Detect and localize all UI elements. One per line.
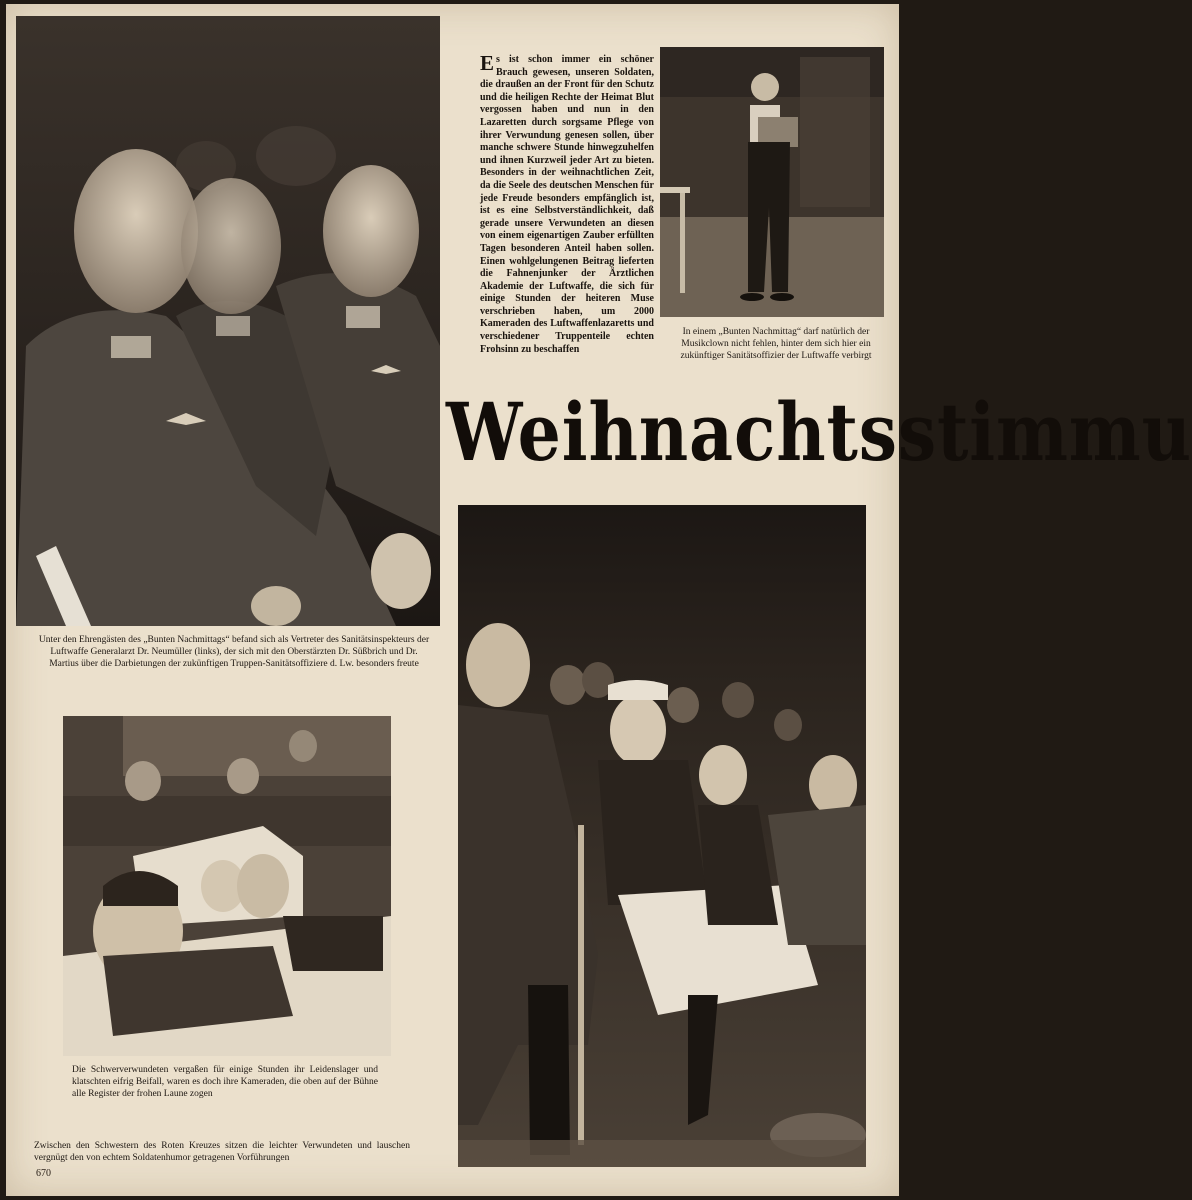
caption-nurses: Zwischen den Schwestern des Roten Kreuzes sitzen die leichter Verwundeten und lauschen vergnügt den von echtem Soldatenhumor getragenen Vorführungen xyxy=(34,1141,410,1163)
caption-officers: Unter den Ehrengästen des „Bunten Nachmittags“ befand sich als Vertreter des Sanitätsinspekteurs der Luftwaffe Generalarzt Dr. Neumüller (links), der sich mit den Oberstärzten Dr. Süßbrich und Dr. Martius über die Darbietungen der zukünftigen Truppen-Sanitätsoffiziere d. Lw. besonders freute xyxy=(38,635,430,669)
page-number: 670 xyxy=(36,1168,51,1179)
photo-wounded xyxy=(63,716,391,1056)
caption-clown: In einem „Bunten Nachmittag“ darf natürlich der Musikclown nicht fehlen, hinter dem sich hier ein zukünftiger Sanitätsoffizier der Luftwaffe verbirgt xyxy=(680,327,872,361)
photo-music-clown xyxy=(660,47,884,317)
article-text: s ist schon immer ein schöner Brauch gewesen, unseren Soldaten, die draußen an der Front für den Schutz und die heiligen Rechte der Heimat Blut vergossen haben und nun in den Lazaretten durch sorgsame Pflege von ihrer Verwundung genesen sollen, über manche schwere Stunde hinwegzuhelfen und ihnen Kurzweil jeder Art zu bieten. Besonders in der weihnachtlichen Zeit, da die Seele des deutschen Menschen für jede Freude besonders empfänglich ist, ist es eine Selbstverständlichkeit, daß gerade unsere Verwundeten an diesen von einem eigenartigen Zauber erfüllten Tagen besonderen Anteil haben sollen. Einen wohlgelungenen Beitrag lieferten die Fahnenjunker der Ärztlichen Akademie der Luftwaffe, die sich für einige Stunden der heiteren Muse verschrieben haben, um 2000 Kameraden des Luftwaffenlazaretts und verschiedener Truppenteile echten Frohsinn zu beschaffen xyxy=(480,54,654,355)
photo-nurses xyxy=(458,505,866,1167)
magazine-page xyxy=(6,4,1192,1196)
article-body xyxy=(480,51,654,356)
photo-officers xyxy=(16,16,440,626)
headline: Weihnachtsstimmu xyxy=(446,385,1192,479)
caption-wounded: Die Schwerverwundeten vergaßen für einige Stunden ihr Leidenslager und klatschten eifrig Beifall, waren es doch ihre Kameraden, die oben auf der Bühne alle Register der frohen Laune zogen xyxy=(72,1065,378,1099)
article-dropcap: E xyxy=(480,51,495,75)
